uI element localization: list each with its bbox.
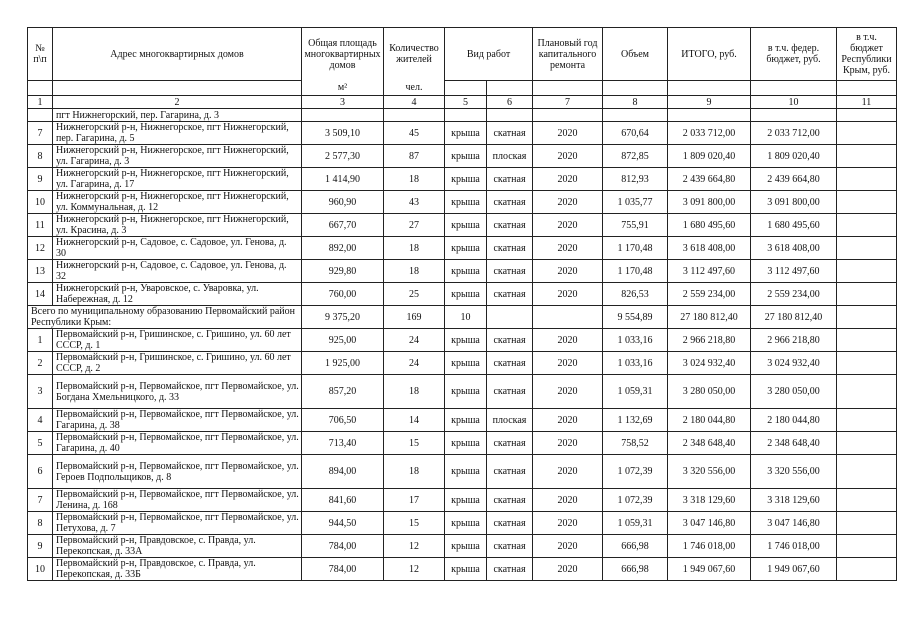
row-total: 3 112 497,60 xyxy=(668,260,751,283)
total-residents: 169 xyxy=(384,306,445,329)
row-year: 2020 xyxy=(533,535,603,558)
row-federal: 2 033 712,00 xyxy=(751,122,837,145)
row-volume: 1 072,39 xyxy=(603,489,668,512)
row-number: 4 xyxy=(28,409,53,432)
row-address: Первомайский р-н, Первомайское, пгт Первомайское, ул. Гагарина, д. 40 xyxy=(53,432,302,455)
row-total: 3 318 129,60 xyxy=(668,489,751,512)
header-area-unit: м² xyxy=(302,81,384,96)
row-year: 2020 xyxy=(533,145,603,168)
row-address: Нижнегорский р-н, Нижнегорское, пгт Нижнегорский, ул. Гагарина, д. 17 xyxy=(53,168,302,191)
table-row xyxy=(28,168,897,191)
row-number: 7 xyxy=(28,489,53,512)
row-work-type: скатная xyxy=(487,558,533,581)
row-work-element: крыша xyxy=(445,191,487,214)
row-crimea xyxy=(837,432,897,455)
row-residents: 15 xyxy=(384,512,445,535)
row-address: Первомайский р-н, Гришинское, с. Гришино, ул. 60 лет СССР, д. 1 xyxy=(53,329,302,352)
row-number: 12 xyxy=(28,237,53,260)
row-volume: 1 059,31 xyxy=(603,375,668,409)
row-volume: 666,98 xyxy=(603,535,668,558)
row-total: 3 320 556,00 xyxy=(668,455,751,489)
row-volume: 755,91 xyxy=(603,214,668,237)
row-federal: 2 966 218,80 xyxy=(751,329,837,352)
row-volume: 1 035,77 xyxy=(603,191,668,214)
header-area xyxy=(302,28,384,81)
row-year: 2020 xyxy=(533,283,603,306)
row-residents: 18 xyxy=(384,260,445,283)
row-number: 14 xyxy=(28,283,53,306)
row-work-element: крыша xyxy=(445,214,487,237)
row-area: 960,90 xyxy=(302,191,384,214)
carry-over-address: пгт Нижнегорский, пер. Гагарина, д. 3 xyxy=(53,109,302,122)
row-federal: 3 112 497,60 xyxy=(751,260,837,283)
row-work-element: крыша xyxy=(445,409,487,432)
row-address: Первомайский р-н, Правдовское, с. Правда, ул. Перекопская, д. 33А xyxy=(53,535,302,558)
row-crimea xyxy=(837,260,897,283)
row-work-element: крыша xyxy=(445,512,487,535)
row-crimea xyxy=(837,512,897,535)
row-total: 3 280 050,00 xyxy=(668,375,751,409)
column-number: 1 xyxy=(28,96,53,109)
row-work-type: скатная xyxy=(487,432,533,455)
header-residents-unit: чел. xyxy=(384,81,445,96)
row-area: 784,00 xyxy=(302,535,384,558)
row-number: 8 xyxy=(28,145,53,168)
row-total: 3 091 800,00 xyxy=(668,191,751,214)
empty-cell xyxy=(603,109,668,122)
row-year: 2020 xyxy=(533,375,603,409)
row-area: 925,00 xyxy=(302,329,384,352)
row-work-element: крыша xyxy=(445,122,487,145)
row-address: Нижнегорский р-н, Уваровское, с. Уваровка, ул. Набережная, д. 12 xyxy=(53,283,302,306)
row-number: 10 xyxy=(28,558,53,581)
row-work-type: плоская xyxy=(487,409,533,432)
row-work-type: скатная xyxy=(487,329,533,352)
row-year: 2020 xyxy=(533,455,603,489)
row-residents: 24 xyxy=(384,352,445,375)
row-total: 2 559 234,00 xyxy=(668,283,751,306)
row-area: 892,00 xyxy=(302,237,384,260)
row-number: 5 xyxy=(28,432,53,455)
row-address: Первомайский р-н, Первомайское, пгт Первомайское, ул. Гагарина, д. 38 xyxy=(53,409,302,432)
row-year: 2020 xyxy=(533,122,603,145)
row-residents: 27 xyxy=(384,214,445,237)
table-row xyxy=(28,489,897,512)
row-federal: 3 320 556,00 xyxy=(751,455,837,489)
header-residents-label: Количество жителей xyxy=(389,43,439,66)
row-work-type: скатная xyxy=(487,535,533,558)
row-residents: 18 xyxy=(384,375,445,409)
row-residents: 14 xyxy=(384,409,445,432)
row-area: 667,70 xyxy=(302,214,384,237)
row-work-type: скатная xyxy=(487,283,533,306)
row-number: 1 xyxy=(28,329,53,352)
row-crimea xyxy=(837,409,897,432)
row-work-element: крыша xyxy=(445,432,487,455)
header-num: № п\п xyxy=(28,28,53,81)
header-crimea: в т.ч. бюджет Республики Крым, руб. xyxy=(837,28,897,81)
row-crimea xyxy=(837,283,897,306)
table-row xyxy=(28,329,897,352)
row-number: 11 xyxy=(28,214,53,237)
row-volume: 1 170,48 xyxy=(603,260,668,283)
table-row xyxy=(28,535,897,558)
table-row xyxy=(28,352,897,375)
header-unit-blank xyxy=(668,81,751,96)
table-row xyxy=(28,512,897,535)
header-address: Адрес многоквартирных домов xyxy=(53,28,302,81)
row-volume: 812,93 xyxy=(603,168,668,191)
row-crimea xyxy=(837,145,897,168)
table-body xyxy=(28,96,897,581)
header-federal: в т.ч. федер. бюджет, руб. xyxy=(751,28,837,81)
row-total: 3 047 146,80 xyxy=(668,512,751,535)
column-number: 3 xyxy=(302,96,384,109)
row-work-type: скатная xyxy=(487,260,533,283)
column-number: 10 xyxy=(751,96,837,109)
empty-cell xyxy=(28,109,53,122)
row-federal: 2 439 664,80 xyxy=(751,168,837,191)
row-address: Первомайский р-н, Первомайское, пгт Первомайское, ул. Петухова, д. 7 xyxy=(53,512,302,535)
row-residents: 18 xyxy=(384,455,445,489)
row-residents: 17 xyxy=(384,489,445,512)
row-year: 2020 xyxy=(533,191,603,214)
row-federal: 3 618 408,00 xyxy=(751,237,837,260)
column-number: 11 xyxy=(837,96,897,109)
row-crimea xyxy=(837,122,897,145)
row-volume: 826,53 xyxy=(603,283,668,306)
header-unit-blank xyxy=(603,81,668,96)
row-number: 2 xyxy=(28,352,53,375)
row-year: 2020 xyxy=(533,214,603,237)
row-address: Нижнегорский р-н, Нижнегорское, пгт Нижнегорский, ул. Гагарина, д. 3 xyxy=(53,145,302,168)
row-number: 6 xyxy=(28,455,53,489)
row-federal: 3 318 129,60 xyxy=(751,489,837,512)
column-number: 6 xyxy=(487,96,533,109)
row-volume: 872,85 xyxy=(603,145,668,168)
row-work-element: крыша xyxy=(445,329,487,352)
row-volume: 1 170,48 xyxy=(603,237,668,260)
header-unit-blank xyxy=(53,81,302,96)
row-address: Первомайский р-н, Первомайское, пгт Первомайское, ул. Ленина, д. 168 xyxy=(53,489,302,512)
table-row xyxy=(28,432,897,455)
table-row xyxy=(28,260,897,283)
row-work-element: крыша xyxy=(445,283,487,306)
total-sum: 27 180 812,40 xyxy=(668,306,751,329)
row-address: Первомайский р-н, Первомайское, пгт Первомайское, ул. Героев Подпольщиков, д. 8 xyxy=(53,455,302,489)
row-year: 2020 xyxy=(533,168,603,191)
row-crimea xyxy=(837,214,897,237)
table-row xyxy=(28,191,897,214)
row-work-element: крыша xyxy=(445,375,487,409)
row-total: 1 809 020,40 xyxy=(668,145,751,168)
row-total: 2 348 648,40 xyxy=(668,432,751,455)
table-row xyxy=(28,283,897,306)
total-volume: 9 554,89 xyxy=(603,306,668,329)
row-crimea xyxy=(837,168,897,191)
column-number: 2 xyxy=(53,96,302,109)
empty-cell xyxy=(533,306,603,329)
row-area: 944,50 xyxy=(302,512,384,535)
row-address: Нижнегорский р-н, Нижнегорское, пгт Нижнегорский, ул. Коммунальная, д. 12 xyxy=(53,191,302,214)
row-federal: 3 047 146,80 xyxy=(751,512,837,535)
repair-register-table xyxy=(27,27,897,581)
table-row xyxy=(28,145,897,168)
row-area: 760,00 xyxy=(302,283,384,306)
table-row xyxy=(28,237,897,260)
header-unit-blank xyxy=(445,81,487,96)
row-volume: 1 033,16 xyxy=(603,352,668,375)
row-total: 2 033 712,00 xyxy=(668,122,751,145)
row-federal: 3 091 800,00 xyxy=(751,191,837,214)
row-number: 10 xyxy=(28,191,53,214)
row-work-type: скатная xyxy=(487,455,533,489)
row-number: 3 xyxy=(28,375,53,409)
empty-cell xyxy=(384,109,445,122)
header-work: Вид работ xyxy=(445,28,533,81)
row-address: Нижнегорский р-н, Садовое, с. Садовое, ул. Генова, д. 30 xyxy=(53,237,302,260)
empty-cell xyxy=(487,306,533,329)
row-residents: 12 xyxy=(384,535,445,558)
row-total: 2 439 664,80 xyxy=(668,168,751,191)
row-address: Первомайский р-н, Первомайское, пгт Первомайское, ул. Богдана Хмельницкого, д. 33 xyxy=(53,375,302,409)
row-year: 2020 xyxy=(533,432,603,455)
row-federal: 1 809 020,40 xyxy=(751,145,837,168)
row-work-type: скатная xyxy=(487,512,533,535)
column-number: 4 xyxy=(384,96,445,109)
row-number: 8 xyxy=(28,512,53,535)
row-residents: 87 xyxy=(384,145,445,168)
row-year: 2020 xyxy=(533,237,603,260)
row-volume: 1 059,31 xyxy=(603,512,668,535)
row-area: 784,00 xyxy=(302,558,384,581)
row-work-element: крыша xyxy=(445,260,487,283)
row-work-type: плоская xyxy=(487,145,533,168)
row-total: 2 966 218,80 xyxy=(668,329,751,352)
row-volume: 1 132,69 xyxy=(603,409,668,432)
row-work-type: скатная xyxy=(487,214,533,237)
row-residents: 18 xyxy=(384,168,445,191)
row-number: 9 xyxy=(28,535,53,558)
municipality-total-row xyxy=(28,306,897,329)
row-crimea xyxy=(837,375,897,409)
header-unit-blank xyxy=(837,81,897,96)
row-year: 2020 xyxy=(533,512,603,535)
column-number-row xyxy=(28,96,897,109)
row-residents: 25 xyxy=(384,283,445,306)
total-crimea xyxy=(837,306,897,329)
row-area: 894,00 xyxy=(302,455,384,489)
row-crimea xyxy=(837,329,897,352)
row-total: 3 618 408,00 xyxy=(668,237,751,260)
row-residents: 18 xyxy=(384,237,445,260)
header-unit-blank xyxy=(533,81,603,96)
row-crimea xyxy=(837,489,897,512)
column-number: 5 xyxy=(445,96,487,109)
row-residents: 45 xyxy=(384,122,445,145)
row-area: 857,20 xyxy=(302,375,384,409)
row-federal: 1 746 018,00 xyxy=(751,535,837,558)
row-area: 1 925,00 xyxy=(302,352,384,375)
table-row xyxy=(28,455,897,489)
row-federal: 1 949 067,60 xyxy=(751,558,837,581)
header-volume: Объем xyxy=(603,28,668,81)
empty-cell xyxy=(487,109,533,122)
column-number: 7 xyxy=(533,96,603,109)
empty-cell xyxy=(445,109,487,122)
row-volume: 666,98 xyxy=(603,558,668,581)
row-address: Первомайский р-н, Правдовское, с. Правда, ул. Перекопская, д. 33Б xyxy=(53,558,302,581)
row-federal: 2 559 234,00 xyxy=(751,283,837,306)
row-area: 841,60 xyxy=(302,489,384,512)
row-volume: 1 072,39 xyxy=(603,455,668,489)
row-volume: 1 033,16 xyxy=(603,329,668,352)
row-number: 9 xyxy=(28,168,53,191)
row-address: Нижнегорский р-н, Нижнегорское, пгт Нижнегорский, ул. Красина, д. 3 xyxy=(53,214,302,237)
row-work-element: крыша xyxy=(445,237,487,260)
row-year: 2020 xyxy=(533,489,603,512)
row-work-element: крыша xyxy=(445,558,487,581)
row-area: 2 577,30 xyxy=(302,145,384,168)
row-crimea xyxy=(837,352,897,375)
header-residents xyxy=(384,28,445,81)
row-residents: 24 xyxy=(384,329,445,352)
empty-cell xyxy=(533,109,603,122)
row-address: Нижнегорский р-н, Садовое, с. Садовое, ул. Генова, д. 32 xyxy=(53,260,302,283)
row-volume: 670,64 xyxy=(603,122,668,145)
row-federal: 3 024 932,40 xyxy=(751,352,837,375)
empty-cell xyxy=(751,109,837,122)
document-page xyxy=(27,27,896,581)
row-crimea xyxy=(837,558,897,581)
row-total: 3 024 932,40 xyxy=(668,352,751,375)
empty-cell xyxy=(837,109,897,122)
row-year: 2020 xyxy=(533,329,603,352)
header-year: Плановый год капитального ремонта xyxy=(533,28,603,81)
empty-cell xyxy=(668,109,751,122)
row-year: 2020 xyxy=(533,352,603,375)
row-work-element: крыша xyxy=(445,535,487,558)
row-crimea xyxy=(837,237,897,260)
row-volume: 758,52 xyxy=(603,432,668,455)
row-federal: 2 348 648,40 xyxy=(751,432,837,455)
empty-cell xyxy=(302,109,384,122)
total-area: 9 375,20 xyxy=(302,306,384,329)
row-residents: 43 xyxy=(384,191,445,214)
row-address: Первомайский р-н, Гришинское, с. Гришино, ул. 60 лет СССР, д. 2 xyxy=(53,352,302,375)
row-address: Нижнегорский р-н, Нижнегорское, пгт Нижнегорский, пер. Гагарина, д. 5 xyxy=(53,122,302,145)
row-federal: 2 180 044,80 xyxy=(751,409,837,432)
header-area-label: Общая площадь многоквартирных домов xyxy=(304,37,381,71)
table-row xyxy=(28,375,897,409)
row-total: 1 949 067,60 xyxy=(668,558,751,581)
row-area: 706,50 xyxy=(302,409,384,432)
row-area: 3 509,10 xyxy=(302,122,384,145)
row-residents: 15 xyxy=(384,432,445,455)
row-year: 2020 xyxy=(533,260,603,283)
row-area: 1 414,90 xyxy=(302,168,384,191)
header-unit-blank xyxy=(751,81,837,96)
header-total: ИТОГО, руб. xyxy=(668,28,751,81)
row-number: 7 xyxy=(28,122,53,145)
column-number: 8 xyxy=(603,96,668,109)
row-work-type: скатная xyxy=(487,122,533,145)
row-work-type: скатная xyxy=(487,191,533,214)
row-work-type: скатная xyxy=(487,168,533,191)
table-row xyxy=(28,558,897,581)
table-row xyxy=(28,122,897,145)
row-crimea xyxy=(837,535,897,558)
row-work-element: крыша xyxy=(445,168,487,191)
row-federal: 1 680 495,60 xyxy=(751,214,837,237)
row-total: 1 680 495,60 xyxy=(668,214,751,237)
table-row xyxy=(28,214,897,237)
row-work-type: скатная xyxy=(487,489,533,512)
row-work-element: крыша xyxy=(445,489,487,512)
total-work-count: 10 xyxy=(445,306,487,329)
table-row xyxy=(28,409,897,432)
row-total: 1 746 018,00 xyxy=(668,535,751,558)
header-unit-blank xyxy=(28,81,53,96)
carry-over-row xyxy=(28,109,897,122)
row-area: 713,40 xyxy=(302,432,384,455)
total-federal: 27 180 812,40 xyxy=(751,306,837,329)
row-work-element: крыша xyxy=(445,352,487,375)
row-work-type: скатная xyxy=(487,375,533,409)
row-work-element: крыша xyxy=(445,455,487,489)
header-unit-blank xyxy=(487,81,533,96)
header-row xyxy=(28,28,897,81)
row-number: 13 xyxy=(28,260,53,283)
row-area: 929,80 xyxy=(302,260,384,283)
row-residents: 12 xyxy=(384,558,445,581)
row-total: 2 180 044,80 xyxy=(668,409,751,432)
row-year: 2020 xyxy=(533,558,603,581)
row-crimea xyxy=(837,455,897,489)
column-number: 9 xyxy=(668,96,751,109)
total-label: Всего по муниципальному образованию Первомайский район Республики Крым: xyxy=(28,306,302,329)
row-crimea xyxy=(837,191,897,214)
row-federal: 3 280 050,00 xyxy=(751,375,837,409)
row-year: 2020 xyxy=(533,409,603,432)
header-units-row xyxy=(28,81,897,96)
row-work-type: скатная xyxy=(487,352,533,375)
row-work-element: крыша xyxy=(445,145,487,168)
row-work-type: скатная xyxy=(487,237,533,260)
